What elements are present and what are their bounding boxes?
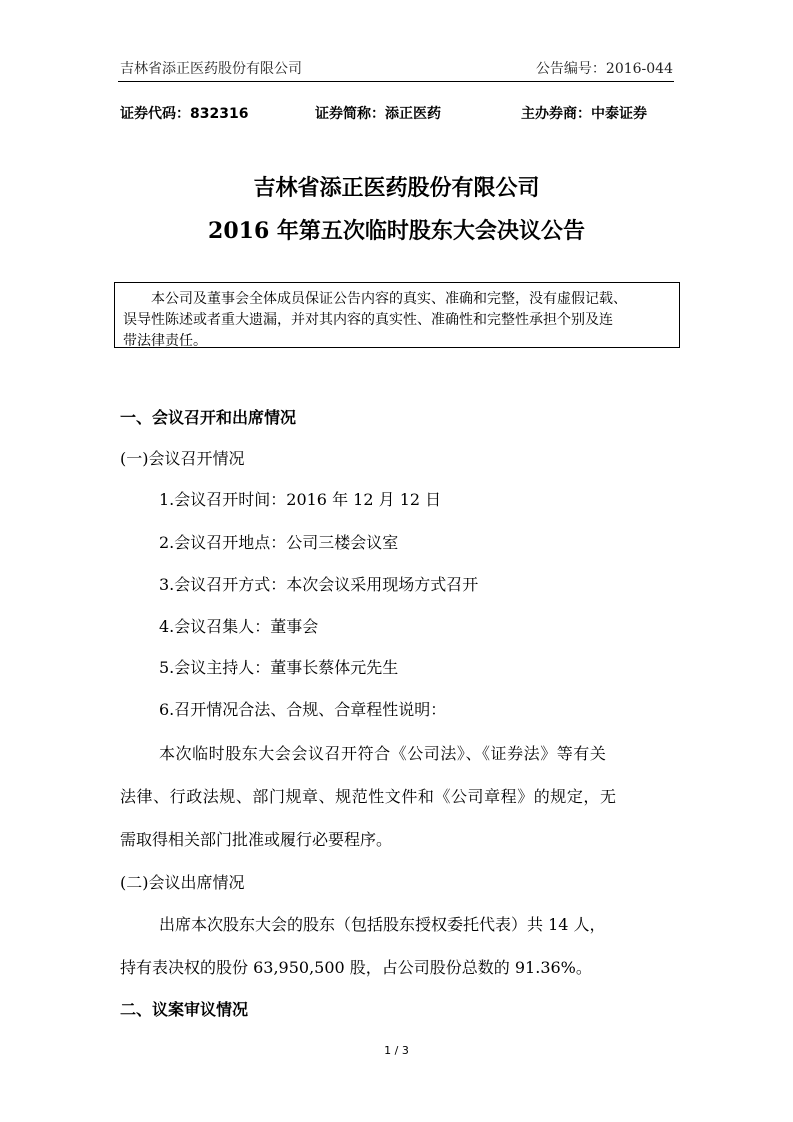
section-heading: 二、议案审议情况	[120, 1000, 249, 1019]
header-company: 吉林省添正医药股份有限公司	[120, 61, 302, 77]
security-code: 证券代码：832316	[120, 106, 249, 122]
header-rule	[118, 81, 674, 82]
list-item: 5.会议主持人：董事长蔡体元先生	[159, 658, 399, 677]
paragraph-line: 出席本次股东大会的股东（包括股东授权委托代表）共 14 人，	[159, 915, 606, 934]
list-item: 2.会议召开地点：公司三楼会议室	[159, 533, 399, 552]
list-item: 1.会议召开时间：2016 年 12 月 12 日	[159, 490, 442, 509]
paragraph-line: 持有表决权的股份 63,950,500 股，占公司股份总数的 91.36%。	[120, 958, 592, 977]
doc-title-company: 吉林省添正医药股份有限公司	[253, 175, 540, 201]
disclaimer-line: 带法律责任。	[123, 333, 207, 349]
header-announcement-number: 公告编号：2016-044	[535, 61, 673, 77]
disclaimer-line: 本公司及董事会全体成员保证公告内容的真实、准确和完整，没有虚假记载、	[151, 291, 627, 307]
subsection-heading: (二)会议出席情况	[120, 873, 245, 892]
page-number: 1 / 3	[384, 1044, 409, 1057]
disclaimer-box	[114, 282, 680, 348]
list-item: 6.召开情况合法、合规、合章程性说明：	[159, 700, 447, 719]
paragraph-line: 本次临时股东大会会议召开符合《公司法》、《证券法》等有关	[159, 744, 607, 763]
security-short-name: 证券简称：添正医药	[315, 106, 441, 122]
disclaimer-line: 误导性陈述或者重大遗漏，并对其内容的真实性、准确性和完整性承担个别及连	[123, 312, 613, 328]
list-item: 4.会议召集人：董事会	[159, 617, 319, 636]
subsection-heading: (一)会议召开情况	[120, 449, 245, 468]
doc-title-announcement: 2016 年第五次临时股东大会决议公告	[208, 218, 585, 244]
section-heading: 一、会议召开和出席情况	[120, 408, 297, 427]
paragraph-line: 需取得相关部门批准或履行必要程序。	[120, 830, 393, 849]
list-item: 3.会议召开方式：本次会议采用现场方式召开	[159, 575, 479, 594]
paragraph-line: 法律、行政法规、部门规章、规范性文件和《公司章程》的规定，无	[120, 787, 617, 806]
sponsor-broker: 主办券商：中泰证券	[521, 106, 647, 122]
